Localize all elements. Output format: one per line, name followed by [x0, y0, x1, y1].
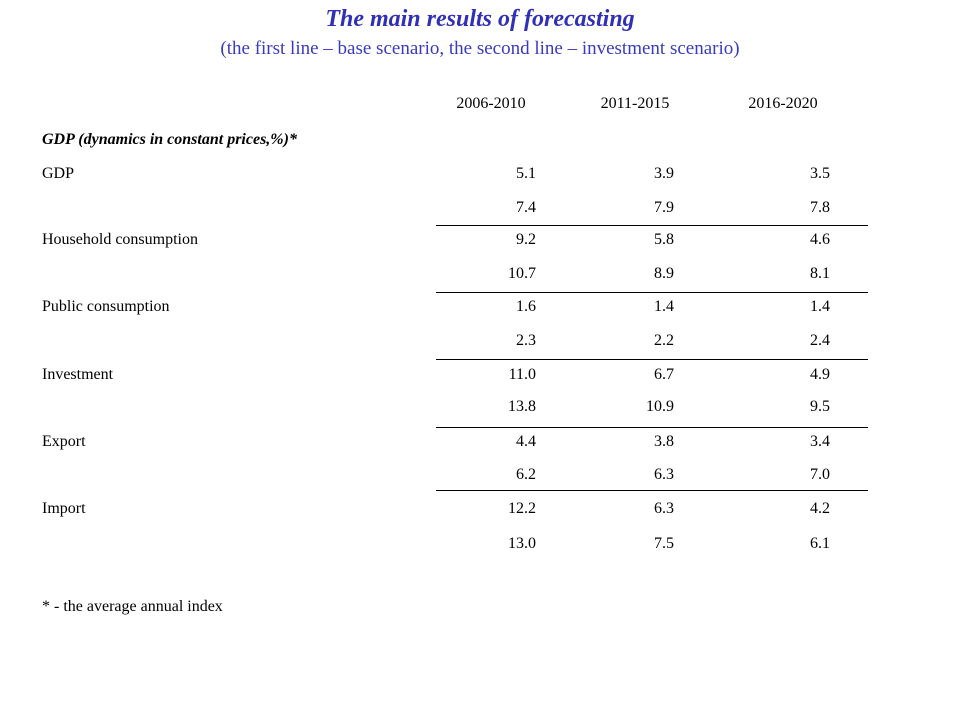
- row-label: Household consumption: [42, 231, 198, 248]
- row-divider: [436, 225, 868, 226]
- table-cell: 3.8: [654, 433, 674, 450]
- table-cell: 4.6: [810, 231, 830, 248]
- table-cell: 6.7: [654, 366, 674, 383]
- table-row-public-base: [0, 298, 960, 318]
- table-cell: 7.5: [654, 535, 674, 552]
- table-row-export-base: [0, 433, 960, 453]
- table-cell: 3.9: [654, 165, 674, 182]
- table-cell: 6.3: [654, 500, 674, 517]
- table-cell: 9.5: [810, 398, 830, 415]
- table-cell: 6.2: [516, 466, 536, 483]
- table-cell: 4.9: [810, 366, 830, 383]
- row-divider: [436, 427, 868, 428]
- table-row-public-investment: [0, 332, 960, 352]
- table-cell: 6.1: [810, 535, 830, 552]
- table-cell: 10.7: [508, 265, 536, 282]
- table-row-household-investment: [0, 265, 960, 285]
- column-header-2016-2020: 2016-2020: [748, 95, 818, 112]
- column-header-2006-2010: 2006-2010: [456, 95, 526, 112]
- section-label: GDP (dynamics in constant prices,%)*: [42, 131, 297, 148]
- table-cell: 2.2: [654, 332, 674, 349]
- table-header-row: [0, 95, 960, 115]
- table-cell: 4.2: [810, 500, 830, 517]
- table-cell: 8.9: [654, 265, 674, 282]
- table-cell: 7.0: [810, 466, 830, 483]
- table-cell: 12.2: [508, 500, 536, 517]
- row-label: Investment: [42, 366, 114, 383]
- table-cell: 5.8: [654, 231, 674, 248]
- table-cell: 1.4: [654, 298, 674, 315]
- table-cell: 1.4: [810, 298, 830, 315]
- row-label: Import: [42, 500, 86, 517]
- table-row-import-investment: [0, 535, 960, 555]
- footnote: * - the average annual index: [42, 598, 223, 615]
- table-cell: 7.9: [654, 199, 674, 216]
- table-cell: 9.2: [516, 231, 536, 248]
- table-row-gdp-base: [0, 165, 960, 185]
- table-cell: 3.4: [810, 433, 830, 450]
- table-cell: 8.1: [810, 265, 830, 282]
- table-cell: 10.9: [646, 398, 674, 415]
- table-row-investment-base: [0, 366, 960, 386]
- table-row-investment-investment: [0, 398, 960, 418]
- table-row-import-base: [0, 500, 960, 520]
- table-cell: 4.4: [516, 433, 536, 450]
- table-row-household-base: [0, 231, 960, 251]
- table-cell: 11.0: [508, 366, 536, 383]
- table-cell: 7.4: [516, 199, 536, 216]
- row-label: Public consumption: [42, 298, 170, 315]
- table-cell: 3.5: [810, 165, 830, 182]
- table-cell: 13.8: [508, 398, 536, 415]
- column-header-2011-2015: 2011-2015: [600, 95, 670, 112]
- table-cell: 5.1: [516, 165, 536, 182]
- row-label: Export: [42, 433, 86, 450]
- page-subtitle: (the first line – base scenario, the second line – investment scenario): [220, 38, 740, 59]
- row-divider: [436, 490, 868, 491]
- table-cell: 2.4: [810, 332, 830, 349]
- row-label: GDP: [42, 165, 75, 182]
- table-cell: 2.3: [516, 332, 536, 349]
- table-cell: 6.3: [654, 466, 674, 483]
- row-divider: [436, 292, 868, 293]
- table-row-export-investment: [0, 466, 960, 486]
- row-divider: [436, 359, 868, 360]
- table-cell: 1.6: [516, 298, 536, 315]
- table-cell: 13.0: [508, 535, 536, 552]
- table-cell: 7.8: [810, 199, 830, 216]
- table-row-gdp-investment: [0, 199, 960, 219]
- page-title: The main results of forecasting: [325, 6, 635, 32]
